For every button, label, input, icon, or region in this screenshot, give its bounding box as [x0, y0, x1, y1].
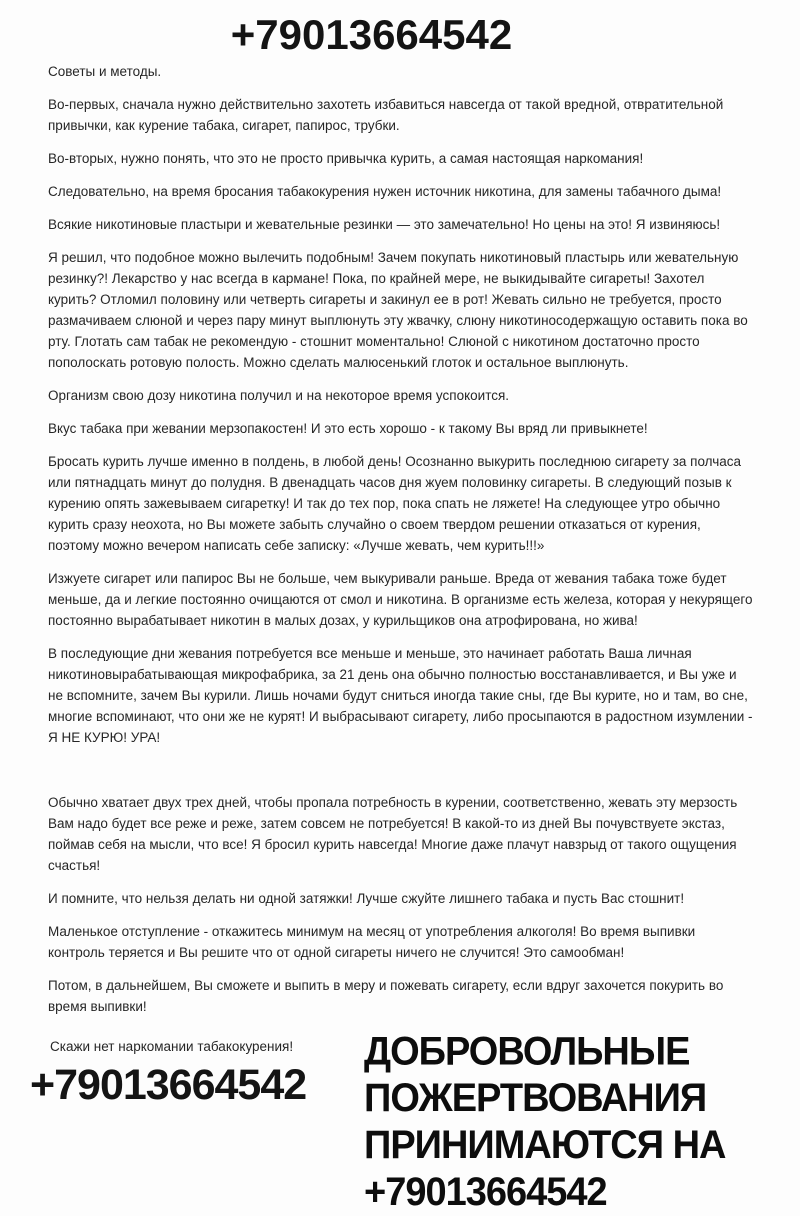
- paragraph: Организм свою дозу никотина получил и на некоторое время успокоится.: [48, 388, 510, 404]
- header-phone-number: +79013664542: [230, 11, 513, 58]
- footer-section: [30, 1029, 755, 1215]
- paragraph: Бросать курить лучше именно в полдень, в любой день! Осознанно выкурить последнюю сигарету за полчаса или пятнадцать минут до полудня. В двенадцать часов дня жуем половинку сигареты. В следующий позыв к курению опять зажевываем сигаретку! И так до тех пор, пока спать не ляжете! На следующее утро обычно курить сразу неохота, но Вы можете забыть случайно о своем твердом решении отказаться от курения, поэтому можно вечером написать себе записку: «Лучше жевать, чем курить!!!»: [48, 454, 742, 554]
- footer-phone-number: +79013664542: [30, 1061, 307, 1110]
- donation-line-2: ПОЖЕРТВОВАНИЯ: [364, 1077, 707, 1121]
- paragraph: Во-первых, сначала нужно действительно захотеть избавиться навсегда от такой вредной, отвратительной привычки, как курение табака, сигарет, папирос, трубки.: [48, 97, 724, 134]
- paragraph: И помните, что нельзя делать ни одной затяжки! Лучше сжуйте лишнего табака и пусть Вас стошнит!: [48, 891, 685, 907]
- donation-line-3: ПРИНИМАЮТСЯ НА: [364, 1123, 726, 1168]
- donation-phone-number: +79013664542: [364, 1170, 607, 1215]
- closing-line: Скажи нет наркомании табакокурения!: [50, 1039, 294, 1055]
- paragraph: Маленькое отступление - откажитесь минимум на месяц от употребления алкоголя! Во время выпивки контроль теряется и Вы решите что от одной сигареты ничего не случится! Это самообман!: [48, 924, 696, 961]
- paragraph: Обычно хватает двух трех дней, чтобы пропала потребность в курении, соответственно, жевать эту мерзость Вам надо будет все реже и реже, затем совсем не потребуется! В какой-то из дней Вы почувствуете экстаз, поймав себя на мысли, что все! Я бросил курить навсегда! Многие даже плачут навзрыд от такого ощущения счастья!: [48, 795, 738, 874]
- paragraph: Я решил, что подобное можно вылечить подобным! Зачем покупать никотиновый пластырь или жевательную резинку?! Лекарство у нас всегда в кармане! Пока, по крайней мере, не выкидывайте сигареты! Захотел курить? Отломил половину или четверть сигареты и закинул ее в рот! Жевать сильно не требуется, просто размачиваем слюной и через пару минут выплюнуть эту жвачку, слюну никотиносодержащую оставить пока во рту. Глотать сам табак не рекомендую - стошнит моментально! Слюной с никотином достаточно просто пополоскать ротовую полость. Можно сделать малюсенький глоток и остальное выплюнуть.: [48, 250, 748, 371]
- paragraph: Потом, в дальнейшем, Вы сможете и выпить в меру и пожевать сигарету, если вдруг захочется покурить во время выпивки!: [48, 978, 724, 1015]
- footer-left-column: [30, 1029, 360, 1108]
- paragraph: Следовательно, на время бросания табакокурения нужен источник никотина, для замены табачного дыма!: [48, 184, 722, 200]
- paragraph: В последующие дни жевания потребуется все меньше и меньше, это начинает работать Ваша личная никотиновырабатывающая микрофабрика, за 21 день она обычно полностью восстанавливается, и Вы уже и не вспомните, зачем Вы курили. Лишь ночами будут сниться иногда такие сны, где Вы курите, но и там, во сне, многие вспоминают, что они же не курят! И выбрасывают сигарету, либо просыпаются в радостном изумлении - Я НЕ КУРЮ! УРА!: [48, 646, 753, 746]
- donation-line-1: ДОБРОВОЛЬНЫЕ: [364, 1030, 690, 1074]
- paragraph: Вкус табака при жевании мерзопакостен! И это есть хорошо - к такому Вы вряд ли привыкнете!: [48, 421, 648, 437]
- body-text: [48, 94, 755, 1017]
- donation-notice: [360, 1029, 725, 1216]
- paragraph: Всякие никотиновые пластыри и жевательные резинки — это замечательно! Но цены на это! Я извиняюсь!: [48, 217, 721, 233]
- paragraph: Изжуете сигарет или папирос Вы не больше, чем выкуривали раньше. Вреда от жевания табака тоже будет меньше, да и легкие постоянно очищаются от смол и никотина. В организме есть железа, которая у некурящего постоянно вырабатывает никотин в малых дозах, у курильщиков она атрофирована, но жива!: [48, 571, 753, 629]
- intro-line: Советы и методы.: [48, 64, 162, 80]
- paragraph: Во-вторых, нужно понять, что это не просто привычка курить, а самая настоящая наркомания!: [48, 151, 644, 167]
